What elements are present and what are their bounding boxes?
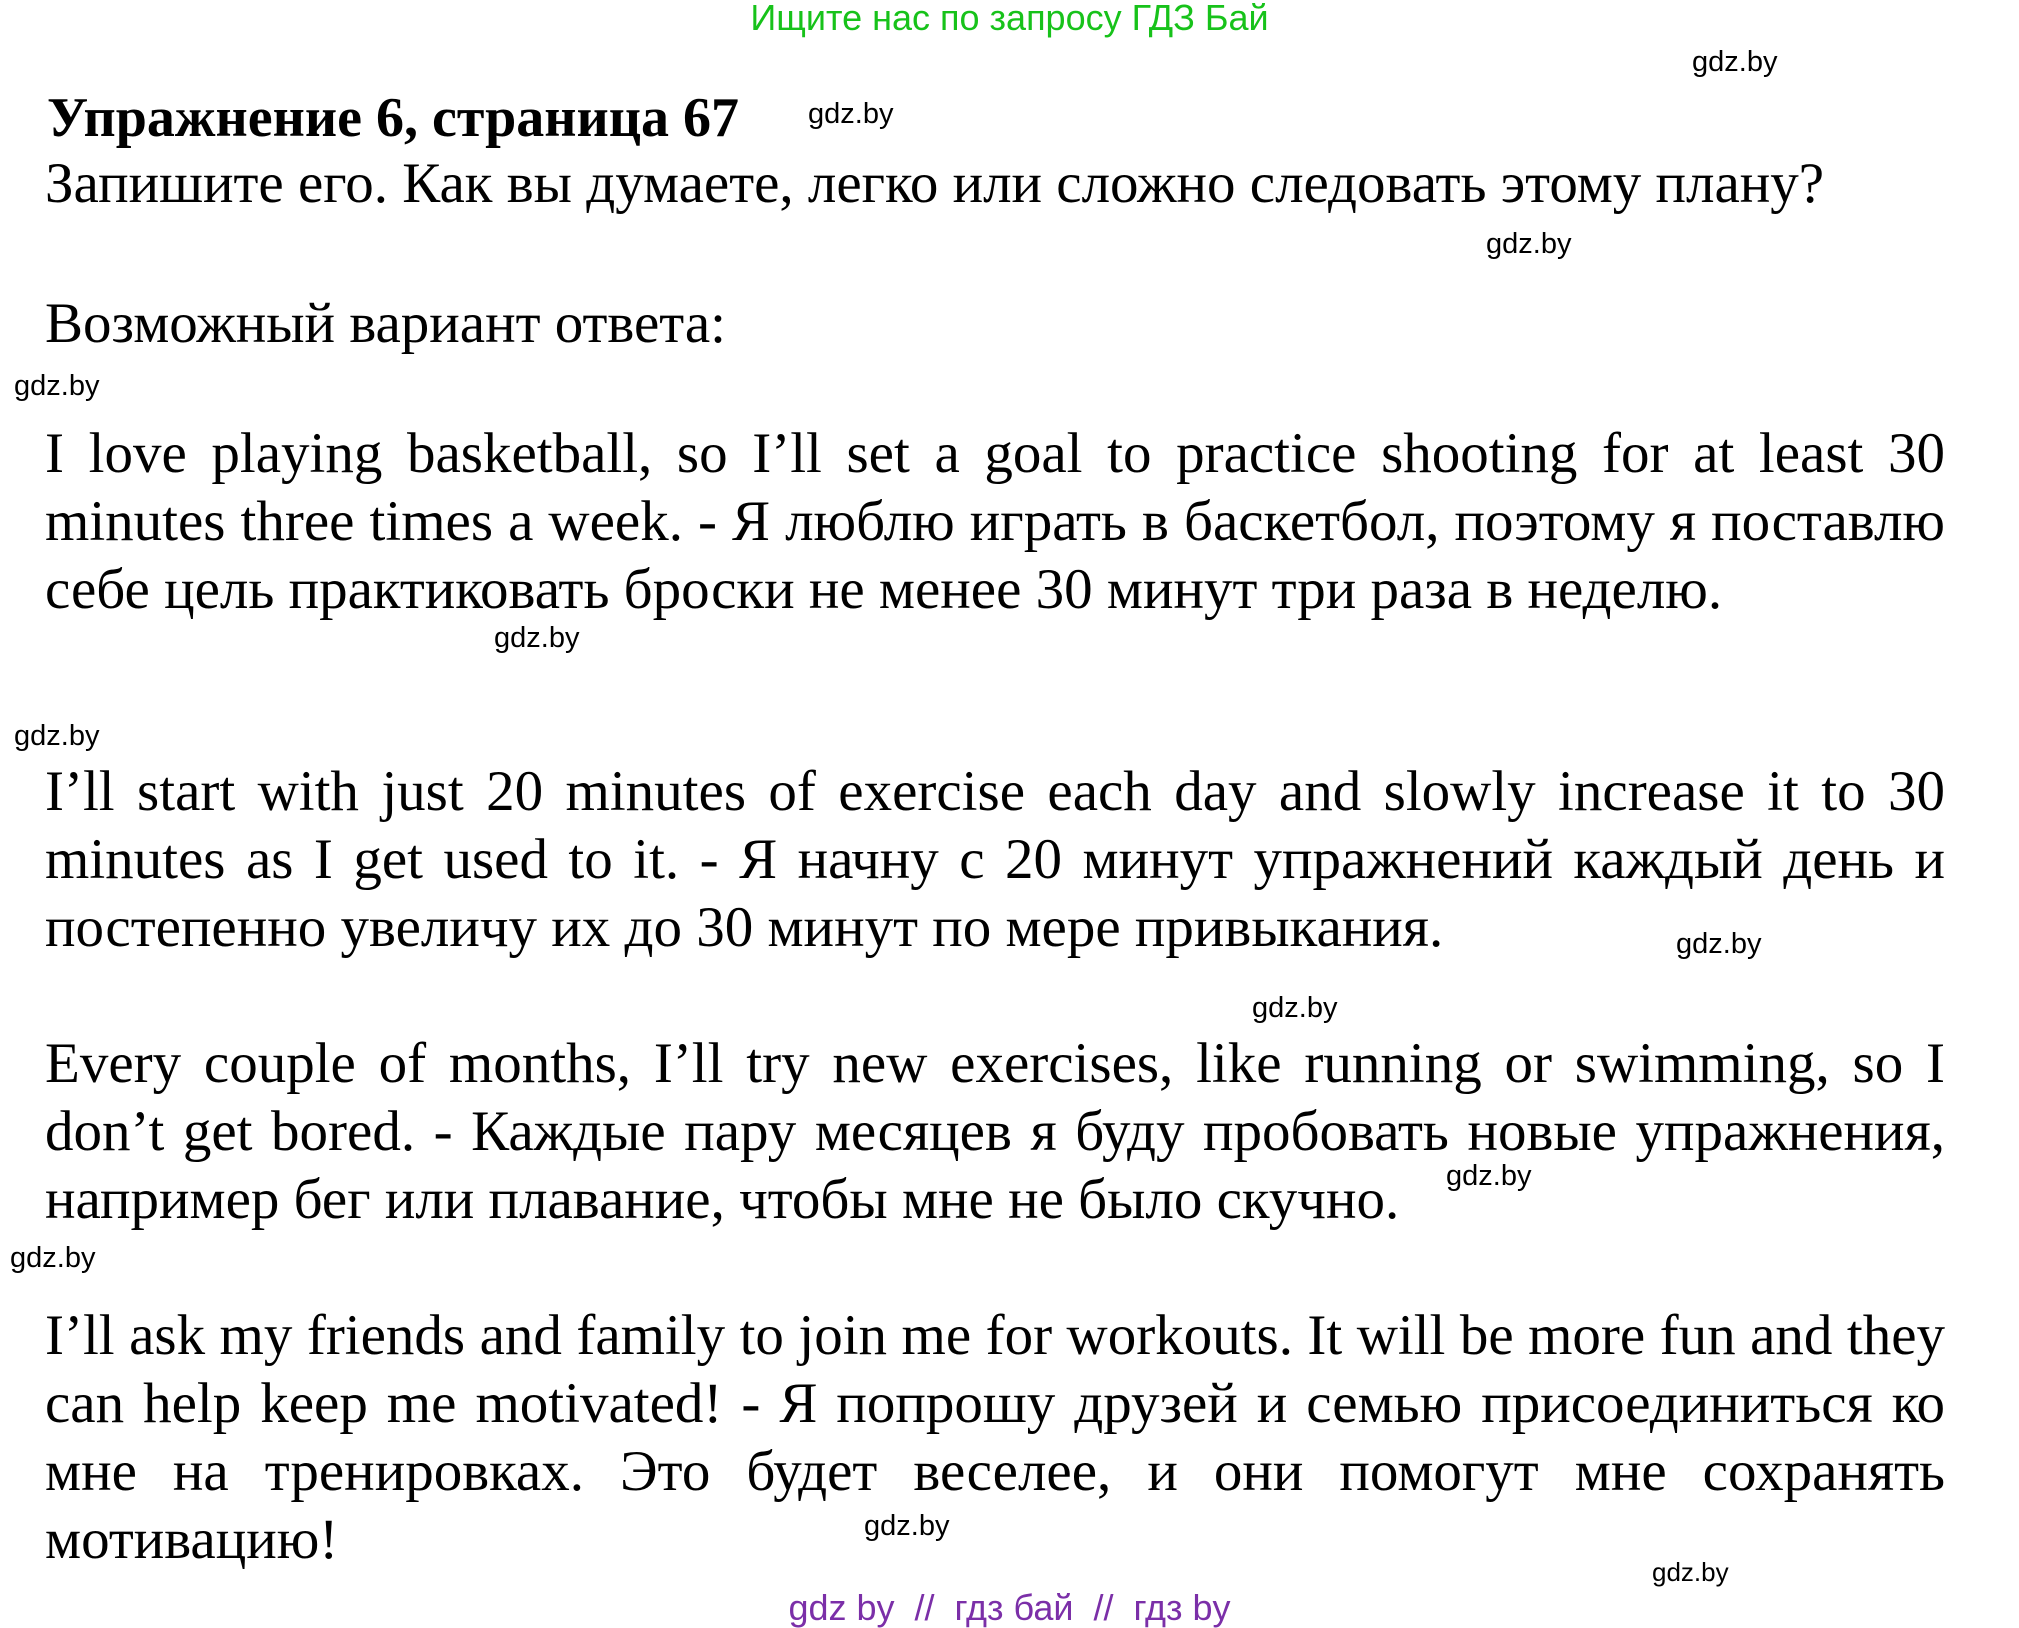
watermark: gdz.by: [1486, 228, 1572, 260]
watermark: gdz.by: [1692, 46, 1778, 78]
watermark: gdz.by: [494, 622, 580, 654]
answer-paragraph-4: I’ll ask my friends and family to join me for workouts. It will be more fun and they can help keep me motivated! - Я попрошу друзей и семью присоединиться ко мне на тренировках. Это будет веселее, и они помогут мне сохранять мотивацию!: [45, 1304, 1945, 1571]
watermark: gdz.by: [864, 1510, 950, 1542]
watermark: gdz.by: [1652, 1557, 1729, 1587]
answer-paragraph-2: I’ll start with just 20 minutes of exercise each day and slowly increase it to 30 minutes as I get used to it. - Я начну с 20 минут упражнений каждый день и постепенно увеличу их до 30 минут по мере привыкания.: [45, 760, 1945, 959]
watermark: gdz.by: [10, 1242, 96, 1274]
watermark: gdz.by: [808, 98, 894, 130]
watermark: gdz.by: [1252, 992, 1338, 1024]
watermark: gdz.by: [1676, 928, 1762, 960]
watermark: gdz.by: [14, 720, 100, 752]
answer-paragraph-1: I love playing basketball, so I’ll set a goal to practice shooting for at least 30 minutes three times a week. - Я люблю играть в баскетбол, поэтому я поставлю себе цель практиковать броски не менее 30 минут три раза в неделю.: [45, 422, 1945, 621]
answer-label: Возможный вариант ответа:: [45, 292, 727, 355]
page-title: Упражнение 6, страница 67: [47, 87, 740, 149]
question-text: Запишите его. Как вы думаете, легко или сложно следовать этому плану?: [45, 152, 1825, 215]
answer-paragraph-3: Every couple of months, I’ll try new exercises, like running or swimming, so I don’t get bored. - Каждые пару месяцев я буду пробовать новые упражнения, например бег или плавание, чтобы мне не было скучно.: [45, 1032, 1945, 1231]
watermark: gdz.by: [14, 370, 100, 402]
footer-links: gdz by // гдз бай // гдз by: [788, 1587, 1231, 1628]
watermark: gdz.by: [1446, 1160, 1532, 1192]
top-banner: Ищите нас по запросу ГДЗ Бай: [750, 0, 1269, 38]
